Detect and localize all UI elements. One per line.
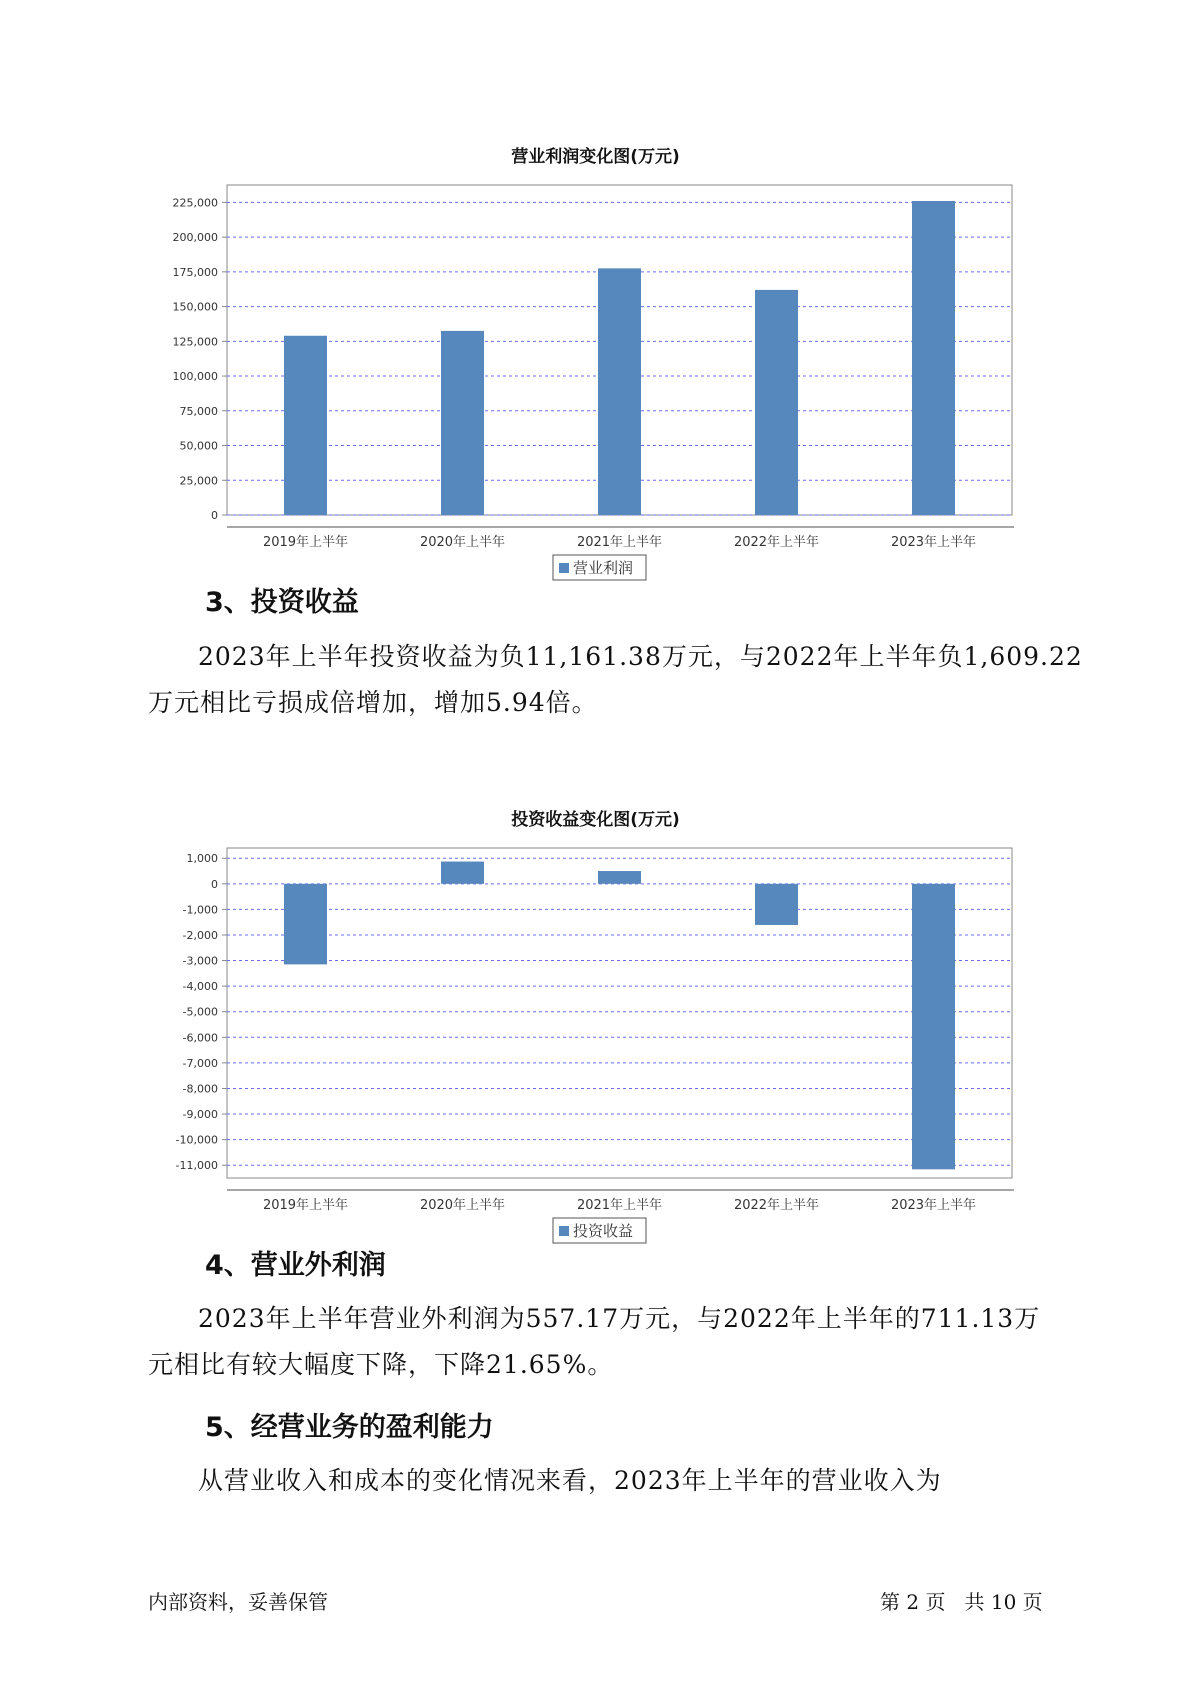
- x-tick-label: 2023年上半年: [890, 1198, 977, 1213]
- section-4-line-2: 元相比有较大幅度下降，下降21.65%。: [148, 1350, 614, 1379]
- operating-profit-chart: [0, 165, 1191, 585]
- y-tick-label: -9,000: [182, 1108, 218, 1122]
- x-tick-label: 2021年上半年: [576, 535, 663, 550]
- bar-2021年上半年: [598, 268, 641, 515]
- x-tick-label: 2022年上半年: [733, 535, 820, 550]
- x-tick-label: 2023年上半年: [890, 535, 977, 550]
- section-5-line-1: 从营业收入和成本的变化情况来看，2023年上半年的营业收入为: [198, 1466, 942, 1495]
- y-tick-label: 175,000: [172, 265, 218, 279]
- x-tick-label: 2019年上半年: [262, 1198, 349, 1213]
- y-tick-label: -10,000: [175, 1133, 218, 1147]
- y-tick-label: -4,000: [182, 980, 218, 994]
- bar-2022年上半年: [755, 884, 798, 925]
- bar-2019年上半年: [284, 884, 327, 965]
- legend-swatch: [559, 563, 569, 573]
- section-3-paragraph: [148, 634, 1088, 726]
- section-4-line-1: 2023年上半年营业外利润为557.17万元，与2022年上半年的711.13万: [198, 1304, 1041, 1333]
- y-tick-label: -1,000: [182, 903, 218, 917]
- y-tick-label: 200,000: [172, 231, 218, 245]
- y-tick-label: -5,000: [182, 1005, 218, 1019]
- y-tick-label: -6,000: [182, 1031, 218, 1045]
- x-tick-label: 2020年上半年: [419, 1198, 506, 1213]
- section-4-paragraph: [148, 1296, 1088, 1388]
- section-5-heading: 5、经营业务的盈利能力: [205, 1412, 494, 1443]
- bar-2023年上半年: [912, 201, 955, 515]
- x-tick-label: 2021年上半年: [576, 1198, 663, 1213]
- chart2-title: 投资收益变化图(万元): [511, 810, 680, 830]
- footer-page-number: 第 2 页 共 10 页: [880, 1590, 1043, 1614]
- legend-label: 投资收益: [573, 1222, 634, 1240]
- y-tick-label: 1,000: [186, 852, 218, 866]
- section-5-paragraph: [148, 1458, 1088, 1504]
- y-tick-label: 125,000: [172, 335, 218, 349]
- plot-area: [227, 848, 1012, 1178]
- x-tick-label: 2020年上半年: [419, 535, 506, 550]
- legend-swatch: [559, 1226, 569, 1236]
- section-3-heading: 3、投资收益: [205, 587, 359, 618]
- y-tick-label: -2,000: [182, 928, 218, 942]
- y-tick-label: 25,000: [179, 474, 218, 488]
- y-tick-label: -8,000: [182, 1082, 218, 1096]
- chart1-title: 营业利润变化图(万元): [511, 147, 680, 167]
- footer-confidential-note: 内部资料，妥善保管: [148, 1590, 328, 1614]
- y-tick-label: -3,000: [182, 954, 218, 968]
- bar-2019年上半年: [284, 336, 327, 515]
- y-tick-label: 100,000: [172, 370, 218, 384]
- bar-2023年上半年: [912, 884, 955, 1170]
- section-4-heading: 4、营业外利润: [205, 1250, 386, 1281]
- section-3-line-1: 2023年上半年投资收益为负11,161.38万元，与2022年上半年负1,609.22: [198, 642, 1083, 671]
- y-tick-label: 225,000: [172, 196, 218, 210]
- y-tick-label: -7,000: [182, 1056, 218, 1070]
- y-tick-label: 150,000: [172, 300, 218, 314]
- x-tick-label: 2019年上半年: [262, 535, 349, 550]
- y-tick-label: 75,000: [179, 404, 218, 418]
- legend-label: 营业利润: [573, 559, 634, 577]
- section-3-line-2: 万元相比亏损成倍增加，增加5.94倍。: [148, 688, 598, 717]
- bar-2022年上半年: [755, 290, 798, 515]
- y-tick-label: 0: [211, 877, 218, 891]
- y-tick-label: 50,000: [179, 439, 218, 453]
- bar-2020年上半年: [441, 331, 484, 515]
- x-tick-label: 2022年上半年: [733, 1198, 820, 1213]
- investment-income-chart: [0, 828, 1191, 1248]
- y-tick-label: 0: [211, 509, 218, 522]
- y-tick-label: -11,000: [175, 1159, 218, 1173]
- bar-2021年上半年: [598, 871, 641, 884]
- bar-2020年上半年: [441, 862, 484, 884]
